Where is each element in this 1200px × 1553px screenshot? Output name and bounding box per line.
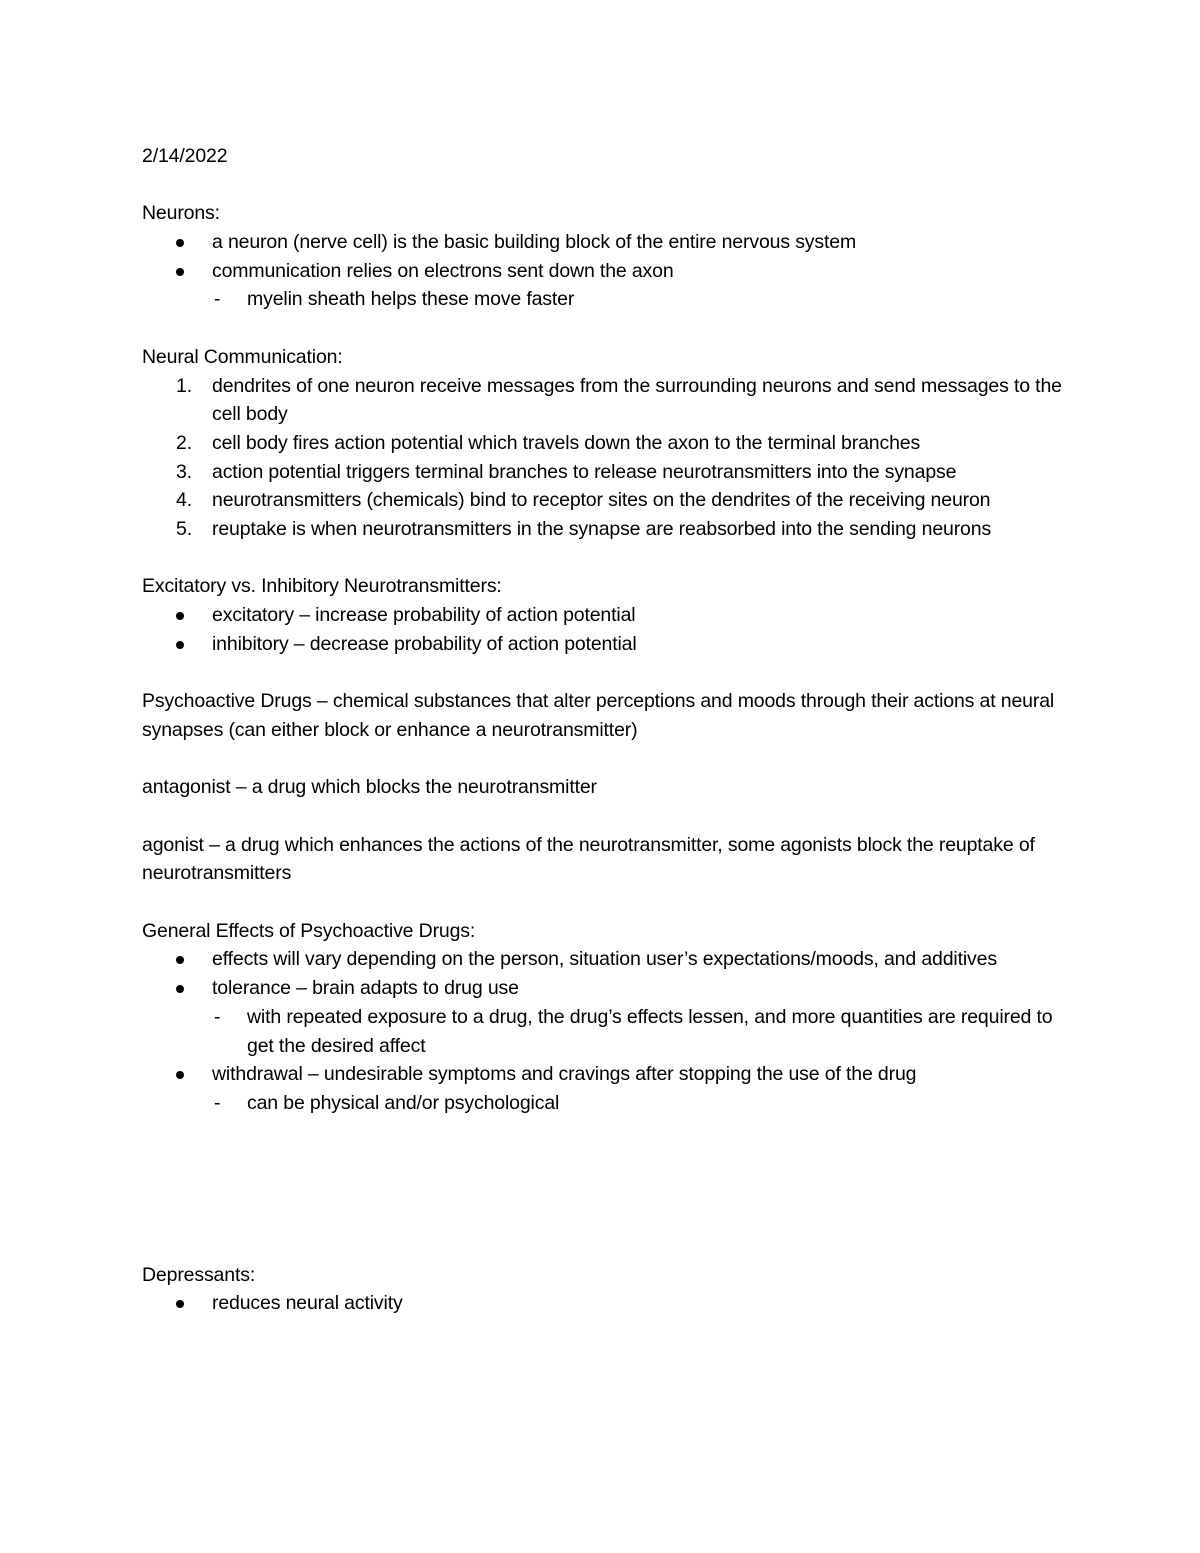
document-page [142, 142, 1072, 1318]
bullet-icon [176, 1300, 184, 1308]
list-item [142, 1289, 1072, 1318]
list-item [142, 630, 1072, 659]
numbered-item-text: cell body fires action potential which travels down the axon to the terminal branches [212, 431, 921, 454]
list-item-text: communication relies on electrons sent down the axon [212, 259, 674, 282]
sub-list-item [142, 1003, 1072, 1060]
item-number: 1. [176, 374, 192, 397]
item-number: 3. [176, 460, 192, 483]
item-number: 5. [176, 518, 192, 541]
spacer [142, 888, 1072, 917]
depressants-heading: Depressants: [142, 1263, 256, 1286]
list-item-text: reduces neural activity [212, 1292, 403, 1315]
item-number: 4. [176, 489, 192, 512]
psychoactive-drugs-paragraph: Psychoactive Drugs – chemical substances that alter perceptions and moods through their actions at neural synapses (can either block or enhance a neurotransmitter) [142, 690, 1055, 741]
general-effects-heading: General Effects of Psychoactive Drugs: [142, 919, 476, 942]
sub-list-item-text: can be physical and/or psychological [247, 1092, 560, 1114]
bullet-icon [176, 956, 184, 964]
numbered-item [142, 515, 1072, 544]
numbered-item [142, 429, 1072, 458]
bullet-icon [176, 612, 184, 620]
sub-list-item [142, 1089, 1072, 1118]
spacer [142, 314, 1072, 343]
spacer [142, 802, 1072, 831]
dash-marker: - [214, 288, 221, 311]
date-line: 2/14/2022 [142, 145, 228, 167]
list-item [142, 945, 1072, 974]
list-item-text: effects will vary depending on the person, situation user’s expectations/moods, and additives [212, 948, 997, 971]
list-item-text: a neuron (nerve cell) is the basic building block of the entire nervous system [212, 231, 857, 254]
sub-list-item-text: myelin sheath helps these move faster [247, 288, 575, 311]
bullet-icon [176, 641, 184, 649]
antagonist-paragraph: antagonist – a drug which blocks the neurotransmitter [142, 776, 597, 799]
spacer [142, 745, 1072, 774]
list-item [142, 974, 1072, 1003]
numbered-item-text: dendrites of one neuron receive messages from the surrounding neurons and send messages to the cell body [212, 374, 1062, 426]
list-item-text: excitatory – increase probability of action potential [212, 604, 636, 627]
bullet-icon [176, 268, 184, 276]
item-number: 2. [176, 431, 192, 454]
dash-marker: - [214, 1005, 221, 1028]
bullet-icon [176, 985, 184, 993]
excitatory-inhibitory-heading: Excitatory vs. Inhibitory Neurotransmitters: [142, 575, 502, 598]
spacer [142, 171, 1072, 200]
numbered-item [142, 458, 1072, 487]
list-item-text: inhibitory – decrease probability of action potential [212, 632, 637, 655]
list-item [142, 228, 1072, 257]
list-item [142, 257, 1072, 286]
numbered-item [142, 486, 1072, 515]
bullet-icon [176, 239, 184, 247]
spacer [142, 544, 1072, 573]
agonist-paragraph: agonist – a drug which enhances the actions of the neurotransmitter, some agonists block the reuptake of neurotransmitters [142, 833, 1035, 885]
dash-marker: - [214, 1092, 221, 1114]
numbered-item [142, 372, 1072, 429]
list-item [142, 601, 1072, 630]
sub-list-item-text: with repeated exposure to a drug, the drug’s effects lessen, and more quantities are required to get the desired affect [247, 1005, 1053, 1057]
list-item-text: tolerance – brain adapts to drug use [212, 977, 519, 1000]
spacer [142, 1118, 1072, 1261]
sub-list-item [142, 285, 1072, 314]
numbered-item-text: reuptake is when neurotransmitters in the synapse are reabsorbed into the sending neurons [212, 518, 992, 541]
list-item [142, 1060, 1072, 1089]
list-item-text: withdrawal – undesirable symptoms and cravings after stopping the use of the drug [212, 1063, 917, 1086]
numbered-item-text: action potential triggers terminal branches to release neurotransmitters into the synapse [212, 460, 957, 483]
neurons-heading: Neurons: [142, 202, 220, 225]
spacer [142, 659, 1072, 688]
bullet-icon [176, 1071, 184, 1079]
neural-communication-heading: Neural Communication: [142, 345, 343, 368]
numbered-item-text: neurotransmitters (chemicals) bind to receptor sites on the dendrites of the receiving neuron [212, 489, 991, 512]
